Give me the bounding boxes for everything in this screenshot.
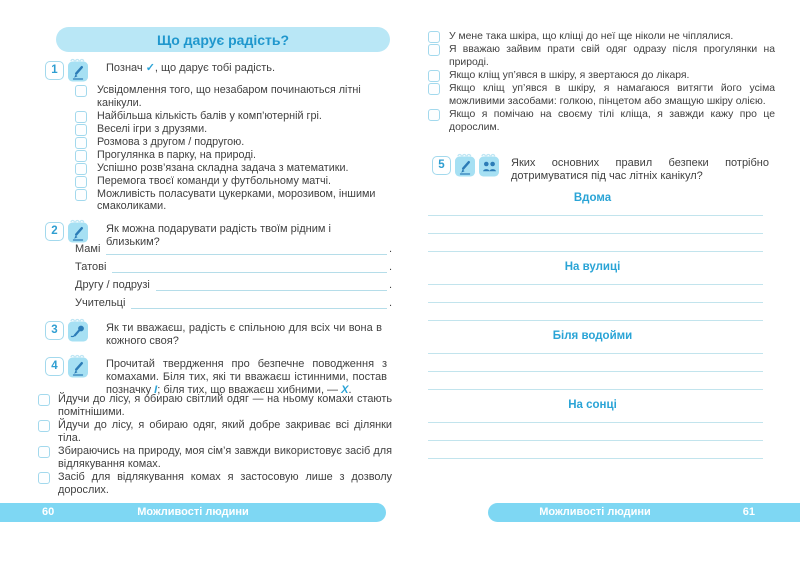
writing-line[interactable] (131, 293, 387, 309)
checkbox[interactable] (428, 83, 440, 95)
section-title: Біля водойми (552, 330, 633, 342)
discussion-icon (479, 152, 499, 177)
checkbox[interactable] (38, 420, 50, 432)
line-period: . (388, 243, 392, 256)
footer-band-right (488, 503, 800, 522)
task-number-badge: 5 (432, 156, 451, 175)
pencil-icon (68, 353, 88, 378)
line-period: . (388, 261, 392, 274)
checkbox[interactable] (75, 137, 87, 149)
task-number-badge: 4 (45, 357, 64, 376)
checklist-item: У мене така шкіра, що кліщі до неї ще ніколи не чіплялися. (428, 30, 775, 43)
line-period: . (388, 279, 392, 292)
check-mark: ✓ (145, 62, 155, 74)
writing-line[interactable] (428, 412, 763, 423)
checkbox[interactable] (38, 394, 50, 406)
task-number-badge: 3 (45, 321, 64, 340)
task-1 (45, 57, 392, 82)
section-lines (428, 274, 763, 321)
checklist-item: Розмова з другом / подругою. (75, 136, 392, 149)
writing-line[interactable] (428, 274, 763, 285)
section-lines (428, 205, 763, 252)
joy-checklist (75, 84, 392, 213)
answer-section (410, 192, 775, 252)
task-prompt: Прочитай твердження про безпечне поводження з комахами. Біля тих, які ти вважаєш істинними, постав позначку І; біля тих, що вважаєш хибними, — X. (106, 358, 387, 397)
answer-row: Татові . (75, 257, 392, 275)
checklist-item: Збираючись на природу, моя сім’я завжди використовує засіб для відлякування комах. (38, 445, 392, 471)
section-title: Вдома (573, 192, 612, 204)
writing-line[interactable] (428, 423, 763, 441)
answer-section (410, 261, 775, 321)
task-prompt: Як ти вважаєш, радість є спільною для всіх чи вона в кожного своя? (106, 322, 382, 348)
checkbox[interactable] (38, 446, 50, 458)
checklist-item: Якщо кліщ уп’явся в шкіру, я намагаюся витягти його усіма можливими засобами: голкою, пінцетом або змащую шкіру олією. (428, 82, 775, 108)
writing-line[interactable] (428, 303, 763, 321)
pencil-icon (455, 152, 475, 177)
checklist-item: Прогулянка в парку, на природі. (75, 149, 392, 162)
section-title: На сонці (568, 399, 617, 411)
checkbox[interactable] (428, 70, 440, 82)
writing-line[interactable] (428, 285, 763, 303)
checklist-item: Усвідомлення того, що незабаром починаються літні канікули. (75, 84, 392, 110)
answer-row: Другу / подрузі . (75, 275, 392, 293)
checkbox[interactable] (428, 44, 440, 56)
writing-line[interactable] (428, 234, 763, 252)
chapter-title: Можливості людини (137, 506, 249, 518)
chapter-title: Можливості людини (539, 506, 651, 518)
writing-line[interactable] (156, 275, 387, 291)
writing-line[interactable] (428, 441, 763, 459)
checklist-item: Йдучи до лісу, я обираю світлий одяг — на ньому комахи стають помітнішими. (38, 393, 392, 419)
left-page (30, 0, 392, 566)
task-prompt: Як можна подарувати радість твоїм рідним і близьким? (106, 223, 331, 249)
checkbox[interactable] (75, 111, 87, 123)
writing-line[interactable] (428, 216, 763, 234)
section-lines (428, 343, 763, 390)
task-3 (45, 317, 392, 348)
right-page (410, 0, 775, 566)
checklist-item: Перемога твоєї команди у футбольному матчі. (75, 175, 392, 188)
checklist-item: Якщо я помічаю на своєму тілі кліща, я завжди кажу про це дорослим. (428, 108, 775, 134)
insect-statements (38, 393, 392, 497)
microphone-icon (68, 317, 88, 342)
checkbox[interactable] (75, 85, 87, 97)
checklist-item: Я вважаю зайвим прати свій одяг одразу після прогулянки на природі. (428, 43, 775, 69)
checklist-item: Якщо кліщ уп’явся в шкіру, я звертаюся до лікаря. (428, 69, 775, 82)
answer-section (410, 399, 775, 459)
task-number-badge: 2 (45, 222, 64, 241)
false-mark: X (341, 384, 349, 397)
checkbox[interactable] (75, 176, 87, 188)
line-period: . (388, 297, 392, 310)
section-title: На вулиці (564, 261, 621, 273)
checkbox[interactable] (428, 31, 440, 43)
answer-row: Учительці . (75, 293, 392, 311)
tick-statements (428, 30, 775, 134)
writing-line[interactable] (112, 257, 387, 273)
checkbox[interactable] (75, 189, 87, 201)
page-number: 60 (42, 506, 55, 518)
task-prompt: Познач ✓, що дарує тобі радість. (106, 62, 276, 74)
checklist-item: Засіб для відлякування комах я застосовую лише з дозволу дорослих. (38, 471, 392, 497)
writing-line[interactable] (428, 343, 763, 354)
gift-joy-lines (75, 239, 392, 311)
task-5 (432, 152, 775, 183)
task-prompt: Яких основних правил безпеки потрібно дотримуватися під час літніх канікул? (511, 157, 769, 182)
checkbox[interactable] (428, 109, 440, 121)
checkbox[interactable] (75, 150, 87, 162)
answer-section (410, 330, 775, 390)
checklist-item: Найбільша кількість балів у комп’ютерній грі. (75, 110, 392, 123)
writing-line[interactable] (428, 205, 763, 216)
safety-sections (410, 192, 775, 459)
checklist-item: Йдучи до лісу, я обираю одяг, який добре закриває всі ділянки тіла. (38, 419, 392, 445)
task-4 (45, 353, 392, 397)
checkbox[interactable] (38, 472, 50, 484)
writing-line[interactable] (106, 239, 387, 255)
answer-row: Мамі . (75, 239, 392, 257)
writing-line[interactable] (428, 372, 763, 390)
checkbox[interactable] (75, 163, 87, 175)
task-number-badge: 1 (45, 61, 64, 80)
checkbox[interactable] (75, 124, 87, 136)
pencil-icon (68, 57, 88, 82)
section-lines (428, 412, 763, 459)
writing-line[interactable] (428, 354, 763, 372)
checklist-item: Успішно розв’язана складна задача з математики. (75, 162, 392, 175)
checklist-item: Можливість поласувати цукерками, морозивом, іншими смаколиками. (75, 188, 392, 214)
lesson-title: Що дарує радість? (56, 27, 390, 52)
checklist-item: Веселі ігри з друзями. (75, 123, 392, 136)
page-number: 61 (742, 506, 755, 518)
footer-band-left (0, 503, 386, 522)
true-mark: І (154, 384, 158, 397)
